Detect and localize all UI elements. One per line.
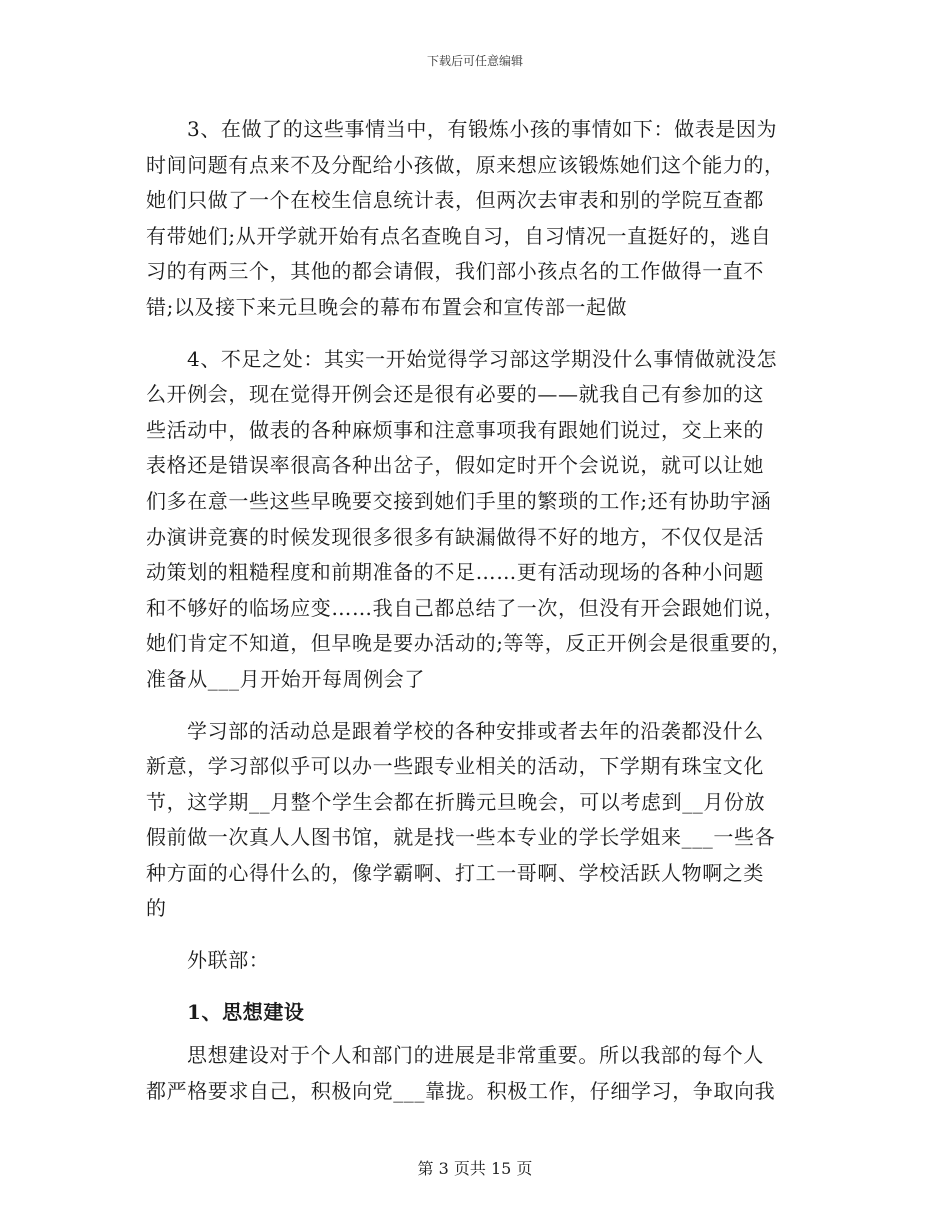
- paragraph-4-shortcomings: [146, 342, 818, 698]
- section-label-external-relations: 外联部：: [187, 948, 270, 973]
- text-line: 时间问题有点来不及分配给小孩做，原来想应该锻炼她们这个能力的，: [146, 152, 785, 177]
- text-line: 么开例会，现在觉得开例会还是很有必要的——就我自己有参加的这: [146, 382, 764, 407]
- text-line: 她们只做了一个在校生信息统计表，但两次去审表和别的学院互查都: [146, 188, 764, 213]
- text-line: 种方面的心得什么的，像学霸啊、打工一哥啊、学校活跃人物啊之类: [146, 860, 764, 885]
- text-line: 的: [146, 896, 167, 921]
- text-line: 们多在意一些这些早晚要交接到她们手里的繁琐的工作;还有协助宇涵: [146, 488, 772, 513]
- text-line: 4、不足之处：其实一开始觉得学习部这学期没什么事情做就没怎: [187, 346, 778, 371]
- text-line: 3、在做了的这些事情当中，有锻炼小孩的事情如下：做表是因为: [187, 117, 778, 141]
- paragraph-3-training: [146, 112, 818, 326]
- text-line: 学习部的活动总是跟着学校的各种安排或者去年的沿袭都没什么: [187, 718, 764, 743]
- text-line: 表格还是错误率很高各种出岔子，假如定时开个会说说，就可以让她: [146, 453, 764, 478]
- text-line: 思想建设对于个人和部门的进展是非常重要。所以我部的每个人: [187, 1043, 764, 1068]
- text-line: 错;以及接下来元旦晚会的幕布布置会和宣传部一起做: [146, 294, 628, 319]
- text-line: 办演讲竞赛的时候发现很多很多有缺漏做得不好的地方，不仅仅是活: [146, 524, 764, 549]
- section-heading-ideological-building: 1、思想建设: [187, 999, 305, 1024]
- page-header: 下载后可任意编辑: [426, 54, 523, 68]
- paragraph-activities: [146, 714, 818, 928]
- text-line: 节，这学期__月整个学生会都在折腾元旦晚会，可以考虑到__月份放: [146, 789, 766, 814]
- text-line: 有带她们;从开学就开始有点名查晚自习，自习情况一直挺好的，逃自: [146, 223, 772, 248]
- text-line: 准备从___月开始开每周例会了: [146, 666, 425, 691]
- text-line: 和不够好的临场应变……我自己都总结了一次，但没有开会跟她们说，: [146, 595, 785, 620]
- text-line: 她们肯定不知道，但早晚是要办活动的;等等，反正开例会是很重要的，: [146, 631, 792, 656]
- document-body: [146, 112, 818, 1109]
- text-line: 新意，学习部似乎可以办一些跟专业相关的活动，下学期有珠宝文化: [146, 754, 764, 779]
- text-line: 习的有两三个，其他的都会请假，我们部小孩点名的工作做得一直不: [146, 259, 764, 284]
- text-line: 些活动中，做表的各种麻烦事和注意事项我有跟她们说过，交上来的: [146, 417, 764, 442]
- text-line: 都严格要求自己，积极向党___靠拢。积极工作，仔细学习，争取向我: [146, 1078, 776, 1103]
- paragraph-ideological-building: [146, 1038, 818, 1109]
- text-line: 动策划的粗糙程度和前期准备的不足……更有活动现场的各种小问题: [146, 560, 764, 585]
- text-line: 假前做一次真人人图书馆，就是找一些本专业的学长学姐来___一些各: [146, 825, 776, 850]
- page-footer: 第 3 页共 15 页: [417, 1159, 533, 1178]
